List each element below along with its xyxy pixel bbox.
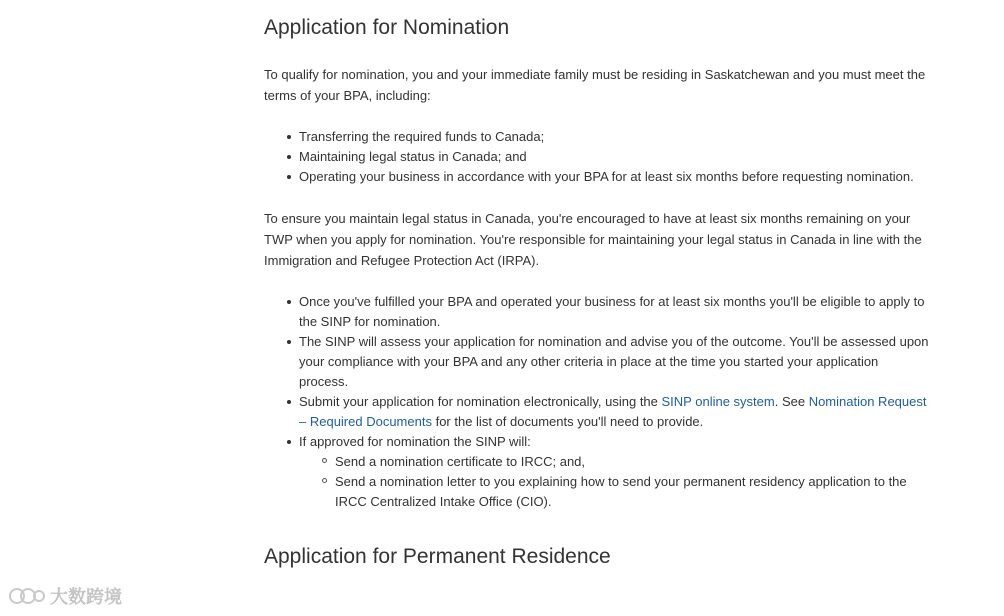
list-item (264, 432, 929, 512)
watermark-text: 大数跨境 (50, 587, 122, 607)
sinp-online-system-link[interactable]: SINP online system (661, 394, 775, 409)
list-item-text: for the list of documents you'll need to provide. (431, 414, 704, 429)
list-item: Once you've fulfilled your BPA and operated your business for at least six months you'll be eligible to apply to the SINP for nomination. (264, 292, 929, 332)
sublist-item: Send a nomination letter to you explaining how to send your permanent residency application to the IRCC Centralized Intake Office (CIO). (299, 472, 929, 512)
intro-paragraph: To qualify for nomination, you and your immediate family must be residing in Saskatchewan and you must meet the terms of your BPA, including: (264, 67, 926, 103)
sublist-item: Send a nomination certificate to IRCC; and, (299, 452, 929, 472)
bpa-terms-list (264, 127, 929, 187)
watermark-logo-icon (8, 585, 46, 607)
list-item: Transferring the required funds to Canada; (264, 127, 929, 147)
list-item-text: . See (774, 394, 809, 409)
list-item: Operating your business in accordance with your BPA for at least six months before requesting nomination. (264, 167, 929, 187)
list-item-text: Submit your application for nomination electronically, using the (299, 394, 662, 409)
list-item (264, 392, 929, 432)
article-content (264, 14, 929, 571)
watermark (8, 584, 122, 608)
heading-application-for-nomination: Application for Nomination (264, 16, 510, 39)
list-item: The SINP will assess your application for nomination and advise you of the outcome. You'll be assessed upon your compliance with your BPA and any other criteria in place at the time you started your application process. (264, 332, 929, 392)
nomination-steps-list (264, 292, 929, 512)
heading-application-for-permanent-residence: Application for Permanent Residence (264, 545, 611, 568)
legal-status-paragraph: To ensure you maintain legal status in Canada, you're encouraged to have at least six months remaining on your TWP when you apply for nomination. You're responsible for maintaining your legal status in Canada in line with the Immigration and Refugee Protection Act (IRPA). (264, 211, 922, 268)
sinp-actions-sublist (299, 452, 929, 512)
nomination-request-required-documents-link[interactable]: Nomination Request – Required Documents (299, 394, 927, 429)
list-item: Maintaining legal status in Canada; and (264, 147, 929, 167)
list-item-text: If approved for nomination the SINP will: (299, 434, 531, 449)
